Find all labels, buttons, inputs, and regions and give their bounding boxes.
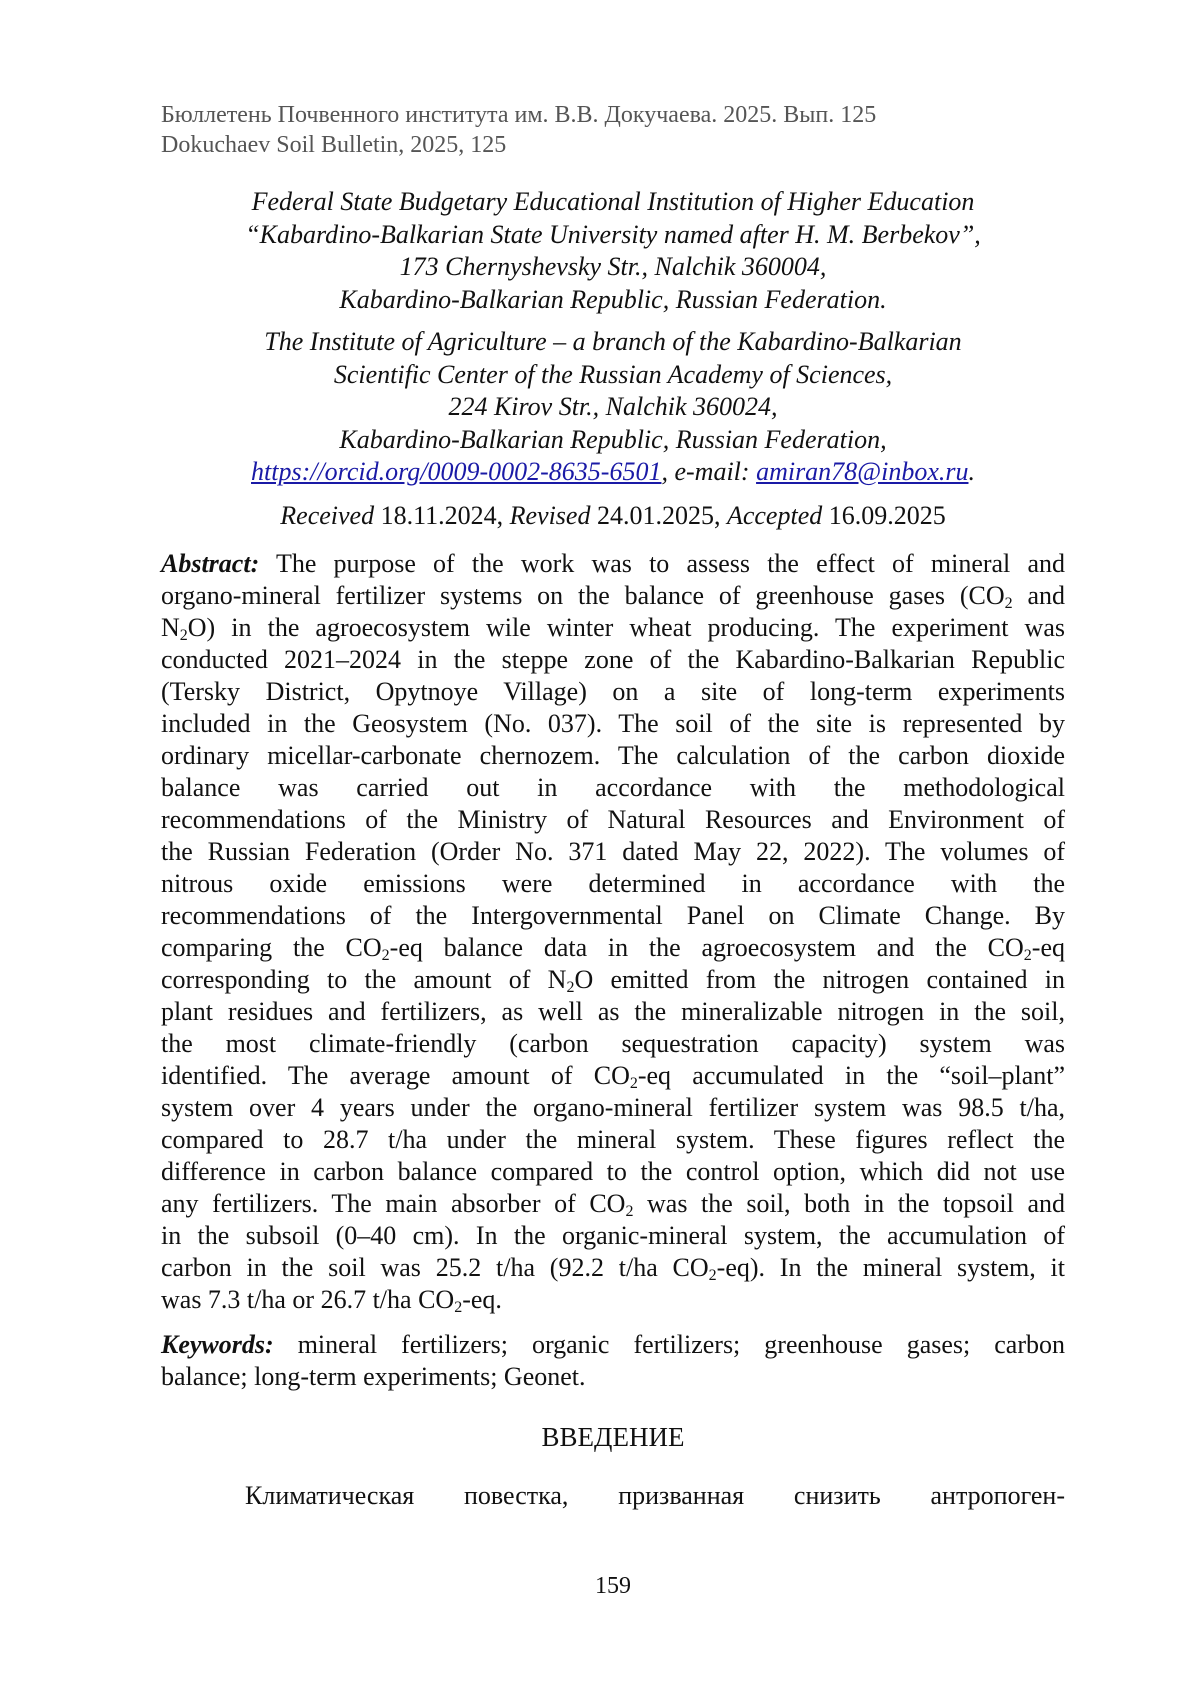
subscript: 2 [1004, 595, 1013, 612]
subscript: 2 [381, 947, 390, 964]
abstract-line: any fertilizers. The main absorber of $CO_2$ was the soil, both in the topsoil and [161, 1189, 1065, 1220]
abstract-line: balance was carried out in accordance with the methodological [161, 773, 1065, 802]
abstract-line: was 7.3 t/ha or 26.7 t/ha $CO_2-eq$. [161, 1285, 502, 1316]
journal-title-ru: Бюллетень Почвенного института им. В.В. Докучаева. 2025. Вып. 125 [161, 102, 877, 128]
subscript: 2 [1023, 947, 1032, 964]
journal-header [161, 100, 1061, 160]
affiliation-line: Kabardino-Balkarian Republic, Russian Federation, [339, 424, 887, 454]
affiliation-line: 224 Kirov Str., Nalchik 360024, [448, 392, 778, 421]
received-label: Received [280, 501, 375, 530]
abstract-label: Abstract: [161, 549, 260, 578]
abstract-line: the most climate-friendly (carbon sequestration capacity) system was [161, 1029, 1065, 1058]
abstract-line: nitrous oxide emissions were determined in accordance with the [161, 869, 1065, 898]
subscript: 2 [708, 1267, 717, 1284]
contact-line [161, 456, 1065, 489]
contact-end: . [968, 457, 975, 486]
affiliation-line: 173 Chernyshevsky Str., Nalchik 360004, [399, 252, 827, 281]
affiliation-institute [161, 326, 1065, 489]
abstract-line: Abstract: The purpose of the work was to assess the effect of mineral and [161, 549, 1065, 578]
abstract-line: corresponding to the amount of $N_2O$ emitted from the nitrogen contained in [161, 965, 1065, 996]
keywords-line: Keywords: mineral fertilizers; organic fertilizers; greenhouse gases; carbon [161, 1330, 1065, 1359]
article-dates: Received 18.11.2024, Revised 24.01.2025, Accepted 16.09.2025 [280, 501, 946, 530]
abstract-line: included in the Geosystem (No. 037). The soil of the site is represented by [161, 709, 1065, 738]
abstract-line: in the subsoil (0–40 cm). In the organic-mineral system, the accumulation of [161, 1221, 1065, 1250]
accepted-label: Accepted [726, 501, 823, 530]
subscript: 2 [179, 627, 188, 644]
affiliation-line: “Kabardino-Balkarian State University named after H. M. Berbekov”, [245, 219, 981, 249]
affiliation-line: Kabardino-Balkarian Republic, Russian Federation. [339, 284, 887, 314]
abstract-line: recommendations of the Intergovernmental Panel on Climate Change. By [161, 901, 1065, 930]
intro-line: Климатическая повестка, призванная снизить антропоген- [245, 1481, 1065, 1510]
abstract-line: comparing the $CO_2-eq$ balance data in the agroecosystem and the $CO_2-eq$ [161, 933, 1065, 964]
revised-date: 24.01.2025 [596, 501, 714, 530]
abstract-line: system over 4 years under the organo-mineral fertilizer system was 98.5 t/ha, [161, 1093, 1065, 1122]
email-link[interactable]: amiran78@inbox.ru [756, 457, 969, 486]
abstract-line: compared to 28.7 t/ha under the mineral system. These figures reflect the [161, 1125, 1065, 1154]
journal-title-en: Dokuchaev Soil Bulletin, 2025, 125 [161, 132, 507, 158]
abstract [161, 548, 1065, 1316]
abstract-line: organo-mineral fertilizer systems on the balance of greenhouse gases ($CO_2$ and [161, 581, 1066, 612]
section-heading: ВВЕДЕНИЕ [541, 1422, 685, 1452]
subscript: 2 [454, 1299, 463, 1316]
orcid-link[interactable]: https://orcid.org/0009-0002-8635-6501 [251, 457, 662, 486]
revised-label: Revised [509, 501, 591, 530]
keywords-label: Keywords: [161, 1330, 274, 1359]
affiliations [161, 186, 1065, 489]
email-label: , e-mail: [661, 457, 757, 486]
abstract-line: (Tersky District, Opytnoye Village) on a site of long-term experiments [161, 677, 1065, 706]
affiliation-line: Federal State Budgetary Educational Institution of Higher Education [251, 187, 975, 216]
accepted-date: 16.09.2025 [828, 501, 946, 530]
subscript: 2 [625, 1203, 634, 1220]
page-number: 159 [595, 1573, 631, 1599]
affiliation-line: Scientific Center of the Russian Academy of Sciences, [333, 359, 893, 389]
keywords [161, 1329, 1065, 1393]
abstract-line: recommendations of the Ministry of Natural Resources and Environment of [161, 805, 1065, 834]
abstract-line: ordinary micellar-carbonate chernozem. The calculation of the carbon dioxide [161, 741, 1065, 770]
abstract-line: plant residues and fertilizers, as well as the mineralizable nitrogen in the soil, [161, 997, 1065, 1026]
keywords-line: balance; long-term experiments; Geonet. [161, 1362, 586, 1391]
abstract-line: carbon in the soil was 25.2 t/ha (92.2 t/ha $CO_2-eq$). In the mineral system, it [161, 1253, 1065, 1284]
intro-paragraph [161, 1480, 1065, 1512]
abstract-line: $N_2O$) in the agroecosystem wile winter wheat producing. The experiment was [161, 613, 1065, 644]
abstract-line: identified. The average amount of $CO_2-eq$ accumulated in the “soil–plant” [161, 1061, 1065, 1092]
subscript: 2 [629, 1075, 638, 1092]
affiliation-university [161, 186, 1065, 316]
subscript: 2 [566, 979, 575, 996]
received-date: 18.11.2024 [380, 501, 497, 530]
abstract-line: the Russian Federation (Order No. 371 dated May 22, 2022). The volumes of [161, 837, 1065, 866]
affiliation-line: The Institute of Agriculture – a branch of the Kabardino-Balkarian [264, 327, 962, 356]
abstract-line: difference in carbon balance compared to the control option, which did not use [161, 1157, 1065, 1186]
abstract-line: conducted 2021–2024 in the steppe zone of the Kabardino-Balkarian Republic [161, 645, 1065, 674]
